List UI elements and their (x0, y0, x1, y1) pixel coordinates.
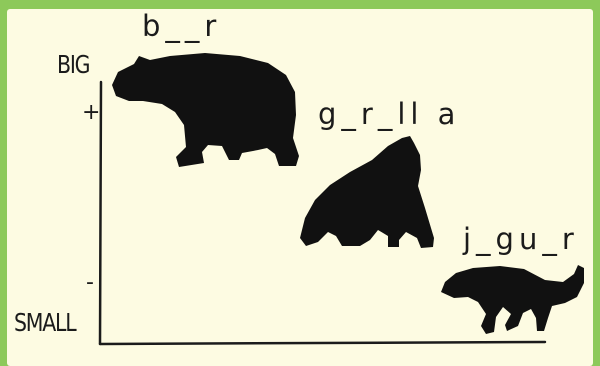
plus-sign: + (82, 100, 101, 125)
gorilla-silhouette-icon (300, 136, 434, 248)
big-label: BIG (57, 50, 90, 79)
x-axis (100, 342, 545, 344)
small-label: SMALL (14, 308, 76, 337)
bear-silhouette-icon (112, 53, 299, 167)
bear-word: b__r (142, 9, 222, 43)
gorilla-word: g_r_ll a (318, 97, 461, 131)
jaguar-silhouette-icon (441, 265, 584, 334)
minus-sign: - (86, 270, 94, 295)
jaguar-word: j_gu_r (463, 222, 579, 256)
